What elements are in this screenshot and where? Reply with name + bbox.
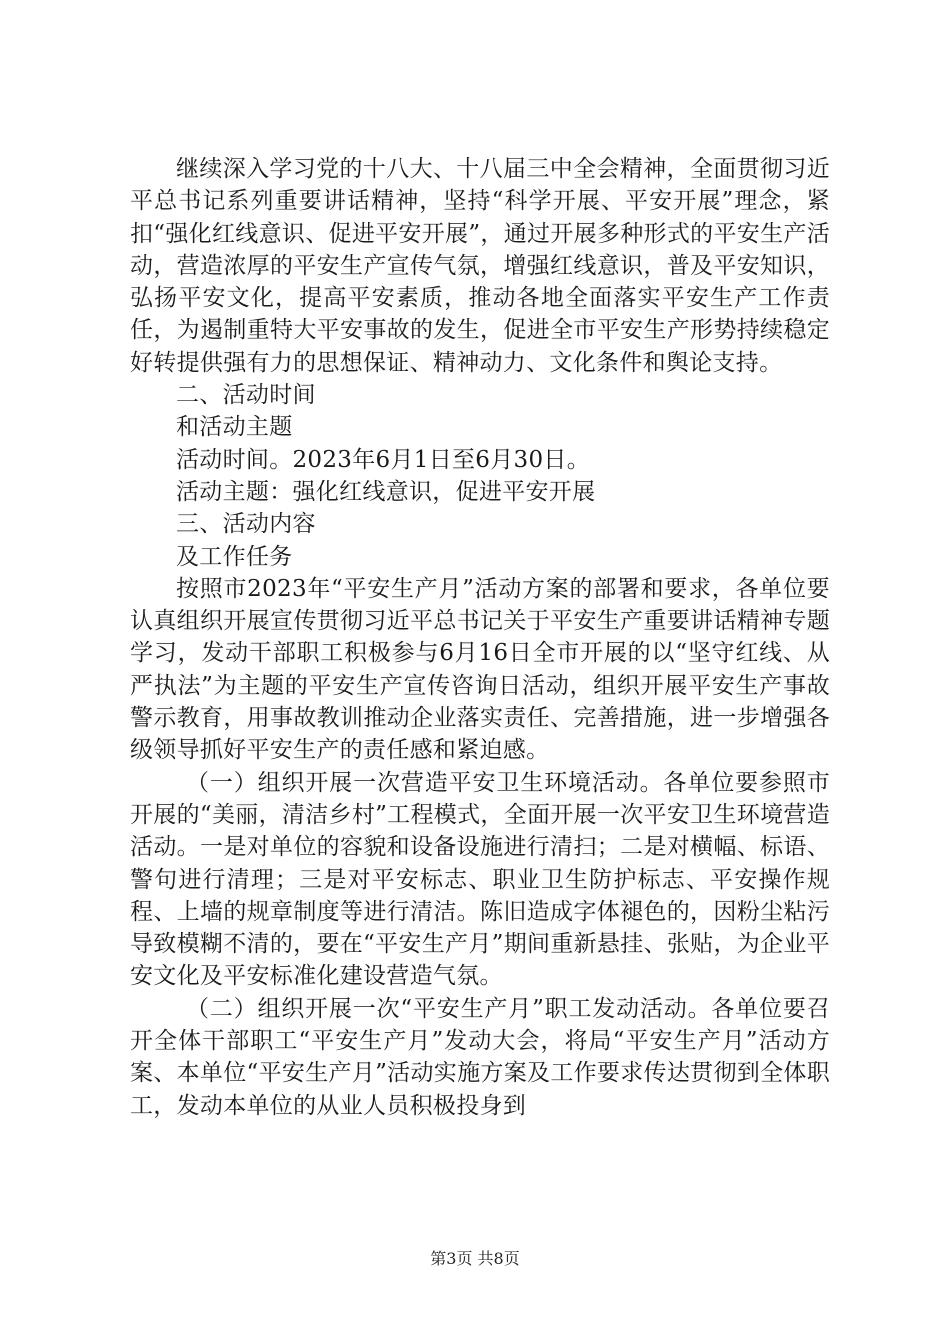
activity-theme: 活动主题：强化红线意识，促进平安开展 [176, 478, 596, 505]
activity-time: 活动时间。2023年6月1日至6月30日。 [176, 446, 590, 473]
paragraph-item-1: （一）组织开展一次营造平安卫生环境活动。各单位要参照市开展的“美丽，清洁乡村”工程模式，全面开展一次平安卫生环境营造活动。一是对单位的容貌和设备设施进行清扫；二是对横幅、标语、警句进行清理；三是对平安标志、职业卫生防护标志、平安操作规程、上墙的规章制度等进行清洁。陈旧造成字体褪色的，因粉尘粘污导致模糊不清的，要在“平安生产月”期间重新悬挂、张贴，为企业平安文化及平安标准化建设营造气氛。 [130, 769, 830, 990]
section-heading-3: 三、活动内容 [176, 511, 316, 538]
paragraph-item-2: （二）组织开展一次“平安生产月”职工发动活动。各单位要召开全体干部职工“平安生产月”发动大会，将局“平安生产月”活动方案、本单位“平安生产月”活动实施方案及工作要求传达贯彻到全体职工，发动本单位的从业人员积极投身到 [130, 995, 830, 1119]
paragraph-intro: 继续深入学习党的十八大、十八届三中全会精神，全面贯彻习近平总书记系列重要讲话精神，坚持“科学开展、平安开展”理念，紧扣“强化红线意识、促进平安开展”，通过开展多种形式的平安生产活动，营造浓厚的平安生产宣传气氛，增强红线意识，普及平安知识，弘扬平安文化，提高平安素质，推动各地全面落实平安生产工作责任，为遏制重特大平安事故的发生，促进全市平安生产形势持续稳定好转提供强有力的思想保证、精神动力、文化条件和舆论支持。 [130, 156, 830, 376]
section-heading-2: 二、活动时间 [176, 382, 316, 409]
page-footer: 第3页 共8页 [430, 1249, 520, 1268]
section-heading-2-cont: 和活动主题 [176, 414, 293, 441]
document-body [130, 153, 830, 1122]
paragraph-plan: 按照市2023年“平安生产月”活动方案的部署和要求，各单位要认真组织开展宣传贯彻习近平总书记关于平安生产重要讲话精神专题学习，发动干部职工积极参与6月16日全市开展的以“坚守红线、从严执法”为主题的平安生产宣传咨询日活动，组织开展平安生产事故警示教育，用事故教训推动企业落实责任、完善措施，进一步增强各级领导抓好平安生产的责任感和紧迫感。 [130, 575, 830, 764]
section-heading-3-cont: 及工作任务 [176, 543, 293, 570]
